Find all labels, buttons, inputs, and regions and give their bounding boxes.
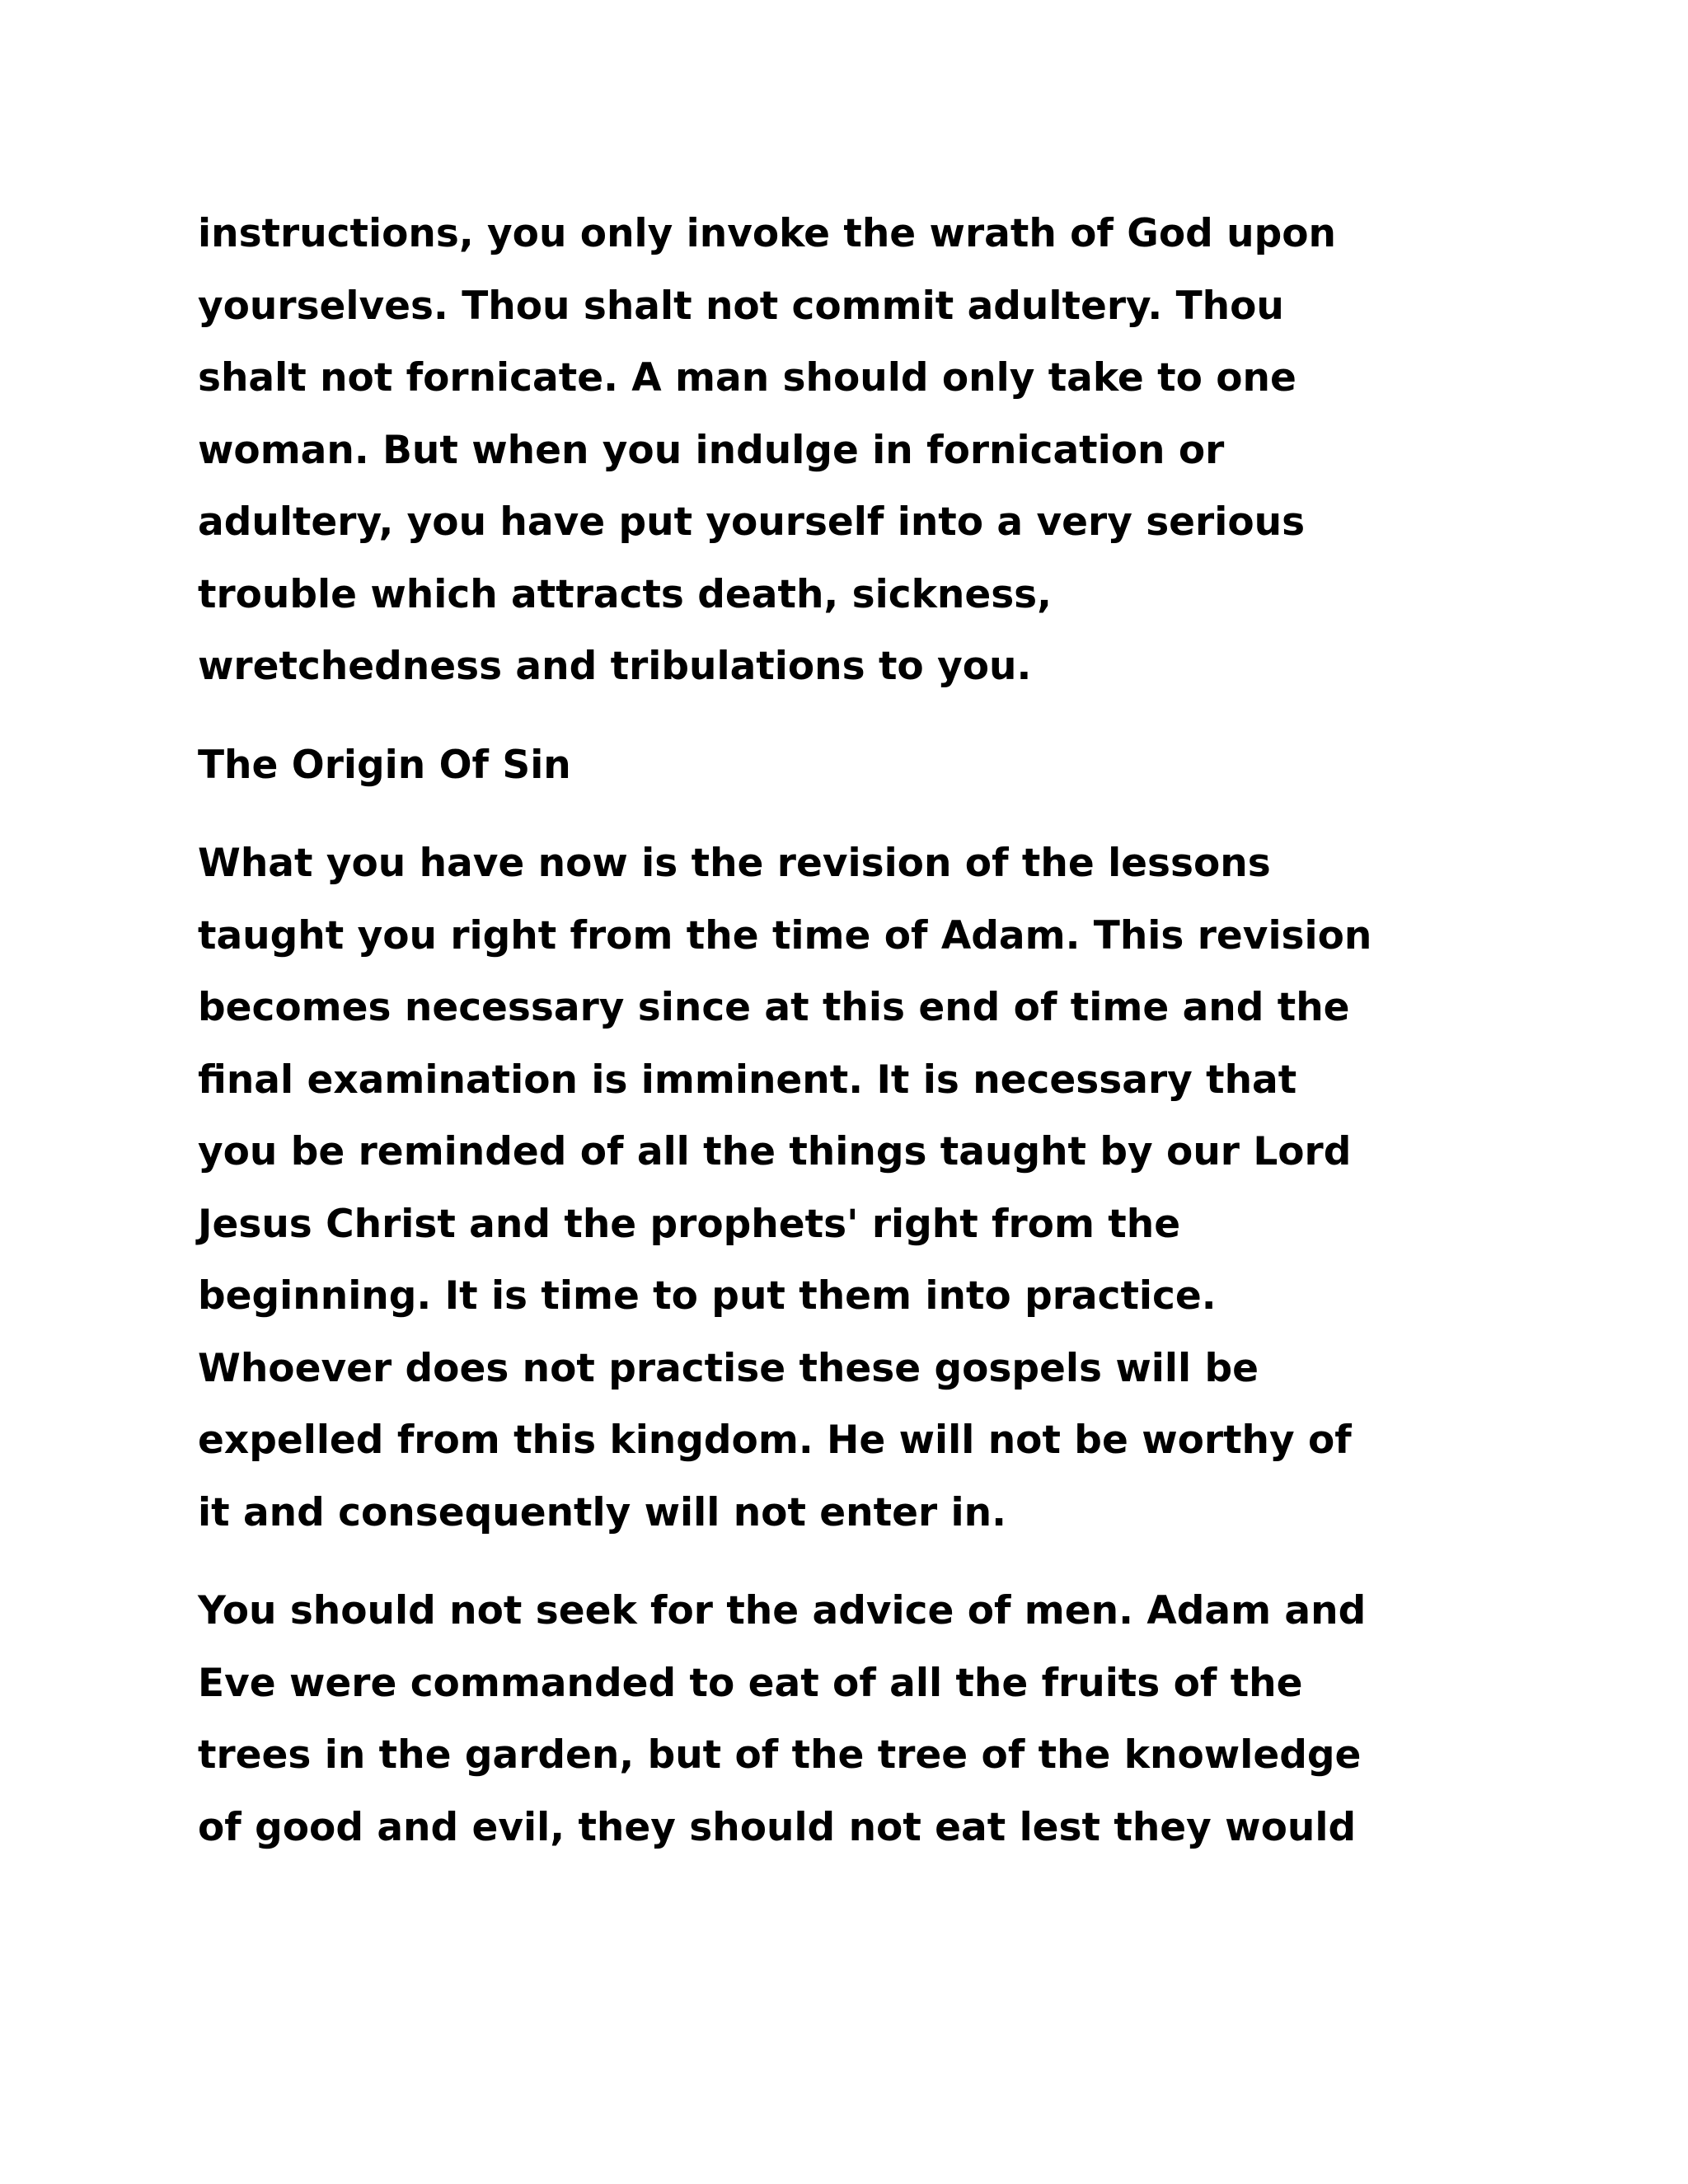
paragraph-spacer <box>198 801 1484 827</box>
text-line: trouble which attracts death, sickness, <box>198 571 1052 617</box>
text-line: taught you right from the time of Adam. This revision <box>198 912 1372 958</box>
text-line: of good and evil, they should not eat lest they would <box>198 1804 1357 1850</box>
paragraph <box>198 1575 1484 1863</box>
paragraph-spacer <box>198 703 1484 729</box>
text-line: woman. But when you indulge in fornication or <box>198 427 1225 473</box>
text-line: final examination is imminent. It is necessary that <box>198 1057 1297 1103</box>
section-heading <box>198 729 1484 802</box>
text-line: becomes necessary since at this end of time and the <box>198 985 1350 1030</box>
paragraph-spacer <box>198 1549 1484 1575</box>
text-line: it and consequently will not enter in. <box>198 1489 1006 1535</box>
text-line: You should not seek for the advice of men. Adam and <box>198 1588 1367 1633</box>
paragraph <box>198 827 1484 1549</box>
text-line: wretchedness and tribulations to you. <box>198 644 1032 689</box>
text-line: you be reminded of all the things taught by our Lord <box>198 1129 1352 1174</box>
text-line: adultery, you have put yourself into a very serious <box>198 499 1306 545</box>
text-line: yourselves. Thou shalt not commit adultery. Thou <box>198 283 1284 329</box>
text-line: What you have now is the revision of the lessons <box>198 841 1271 886</box>
text-line: Whoever does not practise these gospels will be <box>198 1345 1259 1391</box>
document-body <box>198 198 1484 1863</box>
text-line: beginning. It is time to put them into practice. <box>198 1273 1217 1319</box>
paragraph <box>198 198 1484 703</box>
text-line: expelled from this kingdom. He will not be worthy of <box>198 1418 1352 1463</box>
text-line: Jesus Christ and the prophets' right from the <box>198 1201 1181 1247</box>
text-line: shalt not fornicate. A man should only take to one <box>198 355 1296 401</box>
text-line: trees in the garden, but of the tree of the knowledge <box>198 1732 1362 1778</box>
text-line: Eve were commanded to eat of all the fruits of the <box>198 1660 1303 1706</box>
heading-text: The Origin Of Sin <box>198 742 571 788</box>
text-line: instructions, you only invoke the wrath of God upon <box>198 211 1336 256</box>
